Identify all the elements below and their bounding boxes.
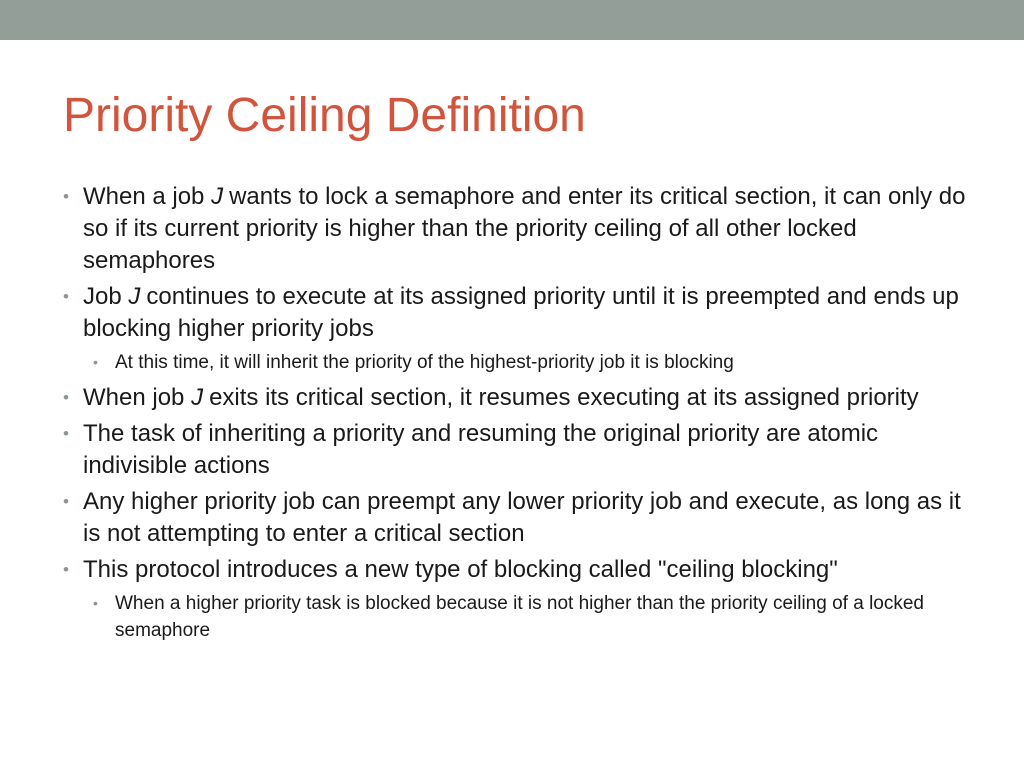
bullet-text: wants to lock a semaphore and enter its critical section, it can only do so if its current priority is higher than the priority ceiling of all other locked semaphores (83, 183, 966, 274)
bullet-text: Any higher priority job can preempt any lower priority job and execute, as long as it is not attempting to enter a critical section (83, 488, 961, 547)
bullet-item (63, 418, 978, 482)
bullet-text: The task of inheriting a priority and resuming the original priority are atomic indivisible actions (83, 420, 879, 479)
bullet-text-lead: Job (83, 283, 129, 310)
bullet-marker-icon: • (63, 187, 69, 206)
bullet-marker-icon: • (63, 424, 69, 443)
bullet-text-lead: When job (83, 384, 192, 411)
bullet-text-lead: When a job (83, 183, 212, 210)
sub-bullet-item (63, 590, 978, 644)
bullet-item (63, 181, 978, 277)
slide-title: Priority Ceiling Definition (63, 89, 586, 142)
sub-bullet-text: At this time, it will inherit the priority of the highest-priority job it is blocking (115, 352, 734, 373)
bullet-item (63, 554, 978, 586)
bullet-text: continues to execute at its assigned priority until it is preempted and ends up blocking higher priority jobs (83, 283, 959, 342)
sub-bullet-marker-icon: • (93, 354, 98, 370)
bullet-marker-icon: • (63, 492, 69, 511)
bullet-marker-icon: • (63, 388, 69, 407)
bullet-text: This protocol introduces a new type of blocking called "ceiling blocking" (83, 556, 838, 583)
bullet-item (63, 382, 978, 414)
sub-bullet-text: When a higher priority task is blocked because it is not higher than the priority ceiling of a locked semaphore (115, 593, 924, 641)
bullet-list (63, 181, 978, 650)
top-accent-band (0, 0, 1024, 40)
bullet-marker-icon: • (63, 560, 69, 579)
bullet-item (63, 281, 978, 345)
bullet-text: exits its critical section, it resumes executing at its assigned priority (209, 384, 919, 411)
sub-bullet-marker-icon: • (93, 595, 98, 611)
bullet-marker-icon: • (63, 287, 69, 306)
bullet-item (63, 486, 978, 550)
job-variable: J (211, 183, 224, 210)
sub-bullet-item (63, 349, 978, 376)
job-variable: J (191, 384, 204, 411)
job-variable: J (128, 283, 141, 310)
